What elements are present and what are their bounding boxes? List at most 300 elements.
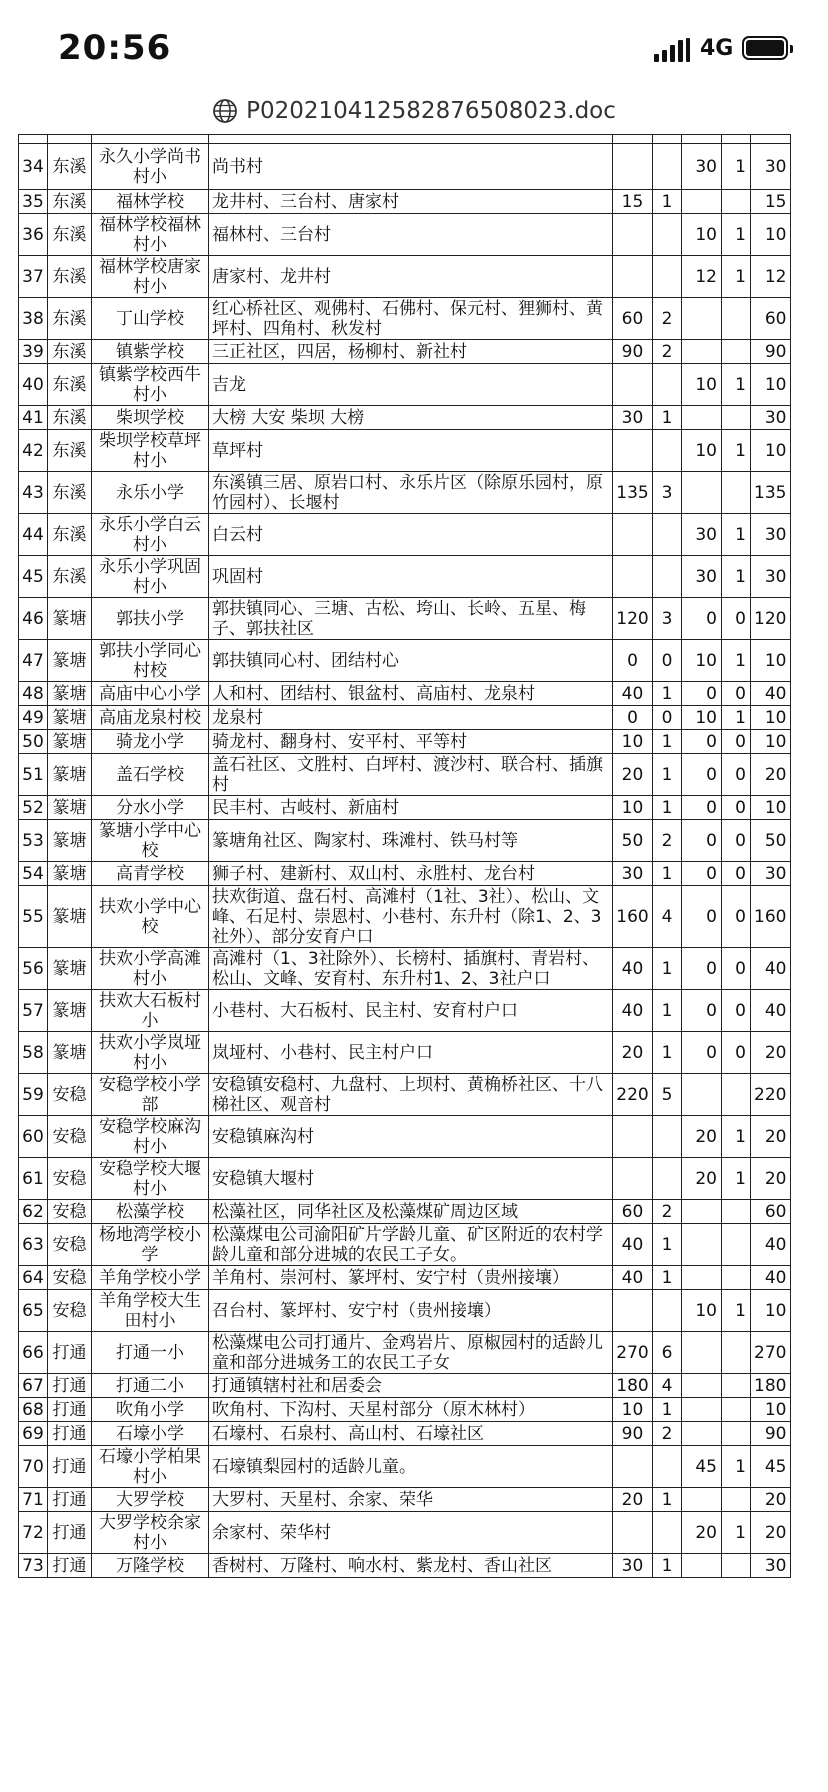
table-cell-town: 安稳	[48, 1290, 92, 1332]
table-cell-town: 安稳	[48, 1266, 92, 1290]
table-row	[19, 364, 791, 406]
table-cell-d: 0	[722, 948, 751, 990]
table-cell-idx: 44	[19, 514, 48, 556]
table-cell-a	[613, 214, 653, 256]
network-type: 4G	[700, 36, 734, 61]
table-cell-area: 余家村、荣华村	[209, 1512, 613, 1554]
table-row	[19, 1488, 791, 1512]
table-cell-school: 大罗学校余家村小	[92, 1512, 209, 1554]
table-cell-a	[613, 1116, 653, 1158]
table-cell-town: 安稳	[48, 1200, 92, 1224]
table-cell-a	[613, 256, 653, 298]
table-cell-e: 50	[751, 820, 791, 862]
table-cell-c: 20	[682, 1116, 722, 1158]
table-cell-e: 40	[751, 1224, 791, 1266]
table-cell-b: 1	[653, 1554, 682, 1578]
table-cell-a	[613, 430, 653, 472]
table-cell-idx: 52	[19, 796, 48, 820]
table-cell-a: 50	[613, 820, 653, 862]
table-cell-idx: 56	[19, 948, 48, 990]
table-cell-c: 0	[682, 948, 722, 990]
table-cell-b: 1	[653, 406, 682, 430]
table-cell-b	[653, 1290, 682, 1332]
table-cell-c: 0	[682, 1032, 722, 1074]
table-cell-b	[653, 214, 682, 256]
table-cell-school: 高庙中心小学	[92, 682, 209, 706]
table-cell-school: 石壕小学	[92, 1422, 209, 1446]
table-cell-c	[682, 190, 722, 214]
table-cell-c: 30	[682, 144, 722, 190]
table-cell-idx: 47	[19, 640, 48, 682]
table-cell-school: 永乐小学	[92, 472, 209, 514]
table-cell-area: 安稳镇安稳村、九盘村、上坝村、黄桷桥社区、十八梯社区、观音村	[209, 1074, 613, 1116]
table-cell-c	[682, 1488, 722, 1512]
table-cell-idx: 69	[19, 1422, 48, 1446]
table-cell-a: 20	[613, 1488, 653, 1512]
table-cell-c: 0	[682, 990, 722, 1032]
table-cell-area: 福林村、三台村	[209, 214, 613, 256]
table-cell-a	[613, 144, 653, 190]
table-cell-b: 1	[653, 754, 682, 796]
table-row	[19, 754, 791, 796]
table-cell-town: 打通	[48, 1488, 92, 1512]
table-cell-a: 60	[613, 298, 653, 340]
table-row-cut	[19, 135, 791, 144]
table-cell-town: 东溪	[48, 190, 92, 214]
table-cell-a: 0	[613, 640, 653, 682]
table-cell-d: 1	[722, 556, 751, 598]
battery-icon	[742, 36, 788, 60]
table-row	[19, 1116, 791, 1158]
table-cell-d	[722, 1554, 751, 1578]
table-cell-area: 松藻煤电公司渝阳矿片学龄儿童、矿区附近的农村学龄儿童和部分进城的农民工子女。	[209, 1224, 613, 1266]
table-cell-d: 0	[722, 796, 751, 820]
table-cell-idx: 38	[19, 298, 48, 340]
table-cell-school: 镇紫学校西牛村小	[92, 364, 209, 406]
table-cell-idx: 59	[19, 1074, 48, 1116]
table-cell-school: 福林学校福林村小	[92, 214, 209, 256]
table-row	[19, 1032, 791, 1074]
table-cell-school: 安稳学校小学部	[92, 1074, 209, 1116]
table-cell-town: 东溪	[48, 256, 92, 298]
table-cell-e: 10	[751, 796, 791, 820]
table-cell-b: 4	[653, 1374, 682, 1398]
table-cell-d: 0	[722, 754, 751, 796]
table-cell-e: 30	[751, 1554, 791, 1578]
table-cell-idx: 34	[19, 144, 48, 190]
table-row	[19, 796, 791, 820]
table-cell-town: 篆塘	[48, 1032, 92, 1074]
table-cell-school: 郭扶小学同心村校	[92, 640, 209, 682]
table-cell-a	[613, 514, 653, 556]
table-cell-e: 40	[751, 990, 791, 1032]
table-cell-d: 0	[722, 862, 751, 886]
table-cell-d	[722, 1074, 751, 1116]
table-cell-d: 0	[722, 886, 751, 948]
table-cell-area: 民丰村、古岐村、新庙村	[209, 796, 613, 820]
table-cell-b: 3	[653, 598, 682, 640]
table-cell-e: 160	[751, 886, 791, 948]
table-cell-d: 0	[722, 990, 751, 1032]
table-cell-town: 打通	[48, 1422, 92, 1446]
document-title: P020210412582876508023.doc	[246, 98, 616, 124]
table-cell-school: 分水小学	[92, 796, 209, 820]
table-cell-b	[653, 430, 682, 472]
table-row	[19, 990, 791, 1032]
table-cell-c	[682, 1332, 722, 1374]
table-row	[19, 1422, 791, 1446]
table-cell-b: 1	[653, 1398, 682, 1422]
table-cell-area: 召台村、篆坪村、安宁村（贵州接壤）	[209, 1290, 613, 1332]
table-cell-idx: 62	[19, 1200, 48, 1224]
table-cell-idx: 51	[19, 754, 48, 796]
table-cell-c	[682, 1398, 722, 1422]
table-row	[19, 298, 791, 340]
table-cell-town: 篆塘	[48, 948, 92, 990]
table-cell-c: 0	[682, 598, 722, 640]
table-cell-town: 篆塘	[48, 820, 92, 862]
table-cell-area: 吹角村、下沟村、天星村部分（原木林村）	[209, 1398, 613, 1422]
table-cell-d: 0	[722, 682, 751, 706]
table-cell-a	[613, 1158, 653, 1200]
table-cell-d	[722, 1332, 751, 1374]
table-cell-town: 篆塘	[48, 990, 92, 1032]
table-cell-area: 大榜 大安 柴坝 大榜	[209, 406, 613, 430]
table-cell-b: 1	[653, 796, 682, 820]
table-cell-idx: 67	[19, 1374, 48, 1398]
table-cell-area: 扶欢街道、盘石村、高滩村（1社、3社）、松山、文峰、石足村、崇恩村、小巷村、东升村（除1、2、3社外）、部分安育户口	[209, 886, 613, 948]
table-cell-area: 大罗村、天星村、余家、荣华	[209, 1488, 613, 1512]
table-cell-e: 20	[751, 1158, 791, 1200]
table-row	[19, 1074, 791, 1116]
table-cell-idx: 66	[19, 1332, 48, 1374]
table-cell-school: 吹角小学	[92, 1398, 209, 1422]
table-cell-e: 45	[751, 1446, 791, 1488]
table-cell-c	[682, 1554, 722, 1578]
table-cell-d: 0	[722, 1032, 751, 1074]
table-cell-town: 打通	[48, 1554, 92, 1578]
table-row	[19, 640, 791, 682]
table-row	[19, 514, 791, 556]
table-cell-e: 20	[751, 1488, 791, 1512]
table-cell-c	[682, 1200, 722, 1224]
table-cell-e: 90	[751, 1422, 791, 1446]
table-cell-d	[722, 1224, 751, 1266]
table-cell-area: 狮子村、建新村、双山村、永胜村、龙台村	[209, 862, 613, 886]
table-cell-d	[722, 190, 751, 214]
table-cell-school: 杨地湾学校小学	[92, 1224, 209, 1266]
table-row	[19, 682, 791, 706]
table-cell-a: 15	[613, 190, 653, 214]
address-bar[interactable]	[0, 92, 828, 136]
table-cell-c	[682, 406, 722, 430]
table-cell-area: 巩固村	[209, 556, 613, 598]
table-cell-town: 安稳	[48, 1074, 92, 1116]
table-cell-b: 2	[653, 298, 682, 340]
table-cell-e: 120	[751, 598, 791, 640]
table-cell-e: 12	[751, 256, 791, 298]
table-cell-school: 扶欢大石板村小	[92, 990, 209, 1032]
table-cell-b: 1	[653, 1224, 682, 1266]
table-cell-school: 盖石学校	[92, 754, 209, 796]
table-cell-idx: 46	[19, 598, 48, 640]
table-cell-a: 40	[613, 948, 653, 990]
table-cell-idx: 39	[19, 340, 48, 364]
status-bar	[0, 0, 828, 100]
table-cell-area: 白云村	[209, 514, 613, 556]
table-cell-c	[682, 472, 722, 514]
table-cell-town: 东溪	[48, 406, 92, 430]
table-cell-a	[613, 364, 653, 406]
table-row	[19, 598, 791, 640]
table-cell-d	[722, 1422, 751, 1446]
table-cell-town: 打通	[48, 1398, 92, 1422]
table-cell-school: 丁山学校	[92, 298, 209, 340]
table-cell-area: 龙泉村	[209, 706, 613, 730]
table-cell-d: 1	[722, 430, 751, 472]
table-row	[19, 430, 791, 472]
table-row	[19, 190, 791, 214]
table-cell-d	[722, 1398, 751, 1422]
table-cell-a: 90	[613, 1422, 653, 1446]
table-cell-idx: 70	[19, 1446, 48, 1488]
table-cell-idx: 63	[19, 1224, 48, 1266]
table-cell-d: 1	[722, 1446, 751, 1488]
table-cell-b: 6	[653, 1332, 682, 1374]
table-cell-d: 1	[722, 364, 751, 406]
table-row	[19, 1554, 791, 1578]
table-cell-town: 篆塘	[48, 886, 92, 948]
table-cell-area: 安稳镇麻沟村	[209, 1116, 613, 1158]
table-cell-c	[682, 298, 722, 340]
table-row	[19, 1158, 791, 1200]
table-cell-a: 0	[613, 706, 653, 730]
table-cell-e: 60	[751, 298, 791, 340]
table-cell-a: 20	[613, 1032, 653, 1074]
table-cell-town: 打通	[48, 1374, 92, 1398]
table-cell-town: 东溪	[48, 430, 92, 472]
table-cell-school: 扶欢小学岚垭村小	[92, 1032, 209, 1074]
table-cell-area: 松藻煤电公司打通片、金鸡岩片、原椒园村的适龄儿童和部分进城务工的农民工子女	[209, 1332, 613, 1374]
table-cell-c: 0	[682, 730, 722, 754]
table-cell-d: 1	[722, 706, 751, 730]
table-row	[19, 556, 791, 598]
table-cell-idx: 64	[19, 1266, 48, 1290]
table-cell-town: 篆塘	[48, 754, 92, 796]
cellular-signal-icon	[654, 38, 694, 62]
table-cell-idx: 68	[19, 1398, 48, 1422]
table-cell-idx: 37	[19, 256, 48, 298]
table-cell-c: 0	[682, 820, 722, 862]
table-cell-c: 20	[682, 1512, 722, 1554]
table-cell-b	[653, 1116, 682, 1158]
table-cell-e: 10	[751, 430, 791, 472]
table-cell-school: 永乐小学巩固村小	[92, 556, 209, 598]
table-cell-idx: 35	[19, 190, 48, 214]
table-cell-area: 篆塘角社区、陶家村、珠滩村、铁马村等	[209, 820, 613, 862]
table-row	[19, 256, 791, 298]
table-cell-e: 60	[751, 1200, 791, 1224]
table-cell-d	[722, 1488, 751, 1512]
table-cell-b: 3	[653, 472, 682, 514]
table-cell-idx: 60	[19, 1116, 48, 1158]
table-cell-b: 1	[653, 682, 682, 706]
table-cell-a: 135	[613, 472, 653, 514]
table-cell-b	[653, 1158, 682, 1200]
table-cell-e: 15	[751, 190, 791, 214]
table-cell-idx: 41	[19, 406, 48, 430]
table-cell-area: 龙井村、三台村、唐家村	[209, 190, 613, 214]
table-cell-a	[613, 1512, 653, 1554]
table-cell-e: 180	[751, 1374, 791, 1398]
table-cell-c: 0	[682, 682, 722, 706]
table-cell-a: 220	[613, 1074, 653, 1116]
table-row	[19, 1398, 791, 1422]
table-cell-c: 0	[682, 886, 722, 948]
table-cell-school: 万隆学校	[92, 1554, 209, 1578]
table-cell-b: 1	[653, 990, 682, 1032]
table-cell-school: 石壕小学柏果村小	[92, 1446, 209, 1488]
table-cell-area: 打通镇辖村社和居委会	[209, 1374, 613, 1398]
table-row	[19, 948, 791, 990]
table-cell-idx: 53	[19, 820, 48, 862]
table-cell-area: 羊角村、崇河村、篆坪村、安宁村（贵州接壤）	[209, 1266, 613, 1290]
table-cell-a: 40	[613, 990, 653, 1032]
table-cell-area: 三正社区，四居，杨柳村、新社村	[209, 340, 613, 364]
table-cell-d: 0	[722, 598, 751, 640]
table-cell-town: 安稳	[48, 1158, 92, 1200]
table-cell-school: 安稳学校麻沟村小	[92, 1116, 209, 1158]
table-cell-school: 永久小学尚书村小	[92, 144, 209, 190]
table-cell-d: 1	[722, 144, 751, 190]
table-cell-idx: 55	[19, 886, 48, 948]
table-cell-area: 岚垭村、小巷村、民主村户口	[209, 1032, 613, 1074]
table-cell-b	[653, 514, 682, 556]
table-row	[19, 862, 791, 886]
table-cell-idx: 72	[19, 1512, 48, 1554]
table-cell-school: 松藻学校	[92, 1200, 209, 1224]
table-cell-e: 10	[751, 1290, 791, 1332]
table-cell-area: 唐家村、龙井村	[209, 256, 613, 298]
table-cell-school: 羊角学校小学	[92, 1266, 209, 1290]
table-cell-c: 0	[682, 754, 722, 796]
table-cell-idx: 43	[19, 472, 48, 514]
table-cell-e: 90	[751, 340, 791, 364]
table-cell-a: 180	[613, 1374, 653, 1398]
table-cell-c: 0	[682, 862, 722, 886]
table-cell-b	[653, 144, 682, 190]
table-cell-school: 高庙龙泉村校	[92, 706, 209, 730]
table-cell-d	[722, 1266, 751, 1290]
table-cell-c: 20	[682, 1158, 722, 1200]
table-cell-a: 90	[613, 340, 653, 364]
table-cell-a: 30	[613, 862, 653, 886]
table-cell-town: 东溪	[48, 340, 92, 364]
table-cell-school: 打通一小	[92, 1332, 209, 1374]
table-cell-b: 1	[653, 1488, 682, 1512]
table-cell-idx: 65	[19, 1290, 48, 1332]
table-cell-c: 12	[682, 256, 722, 298]
table-cell-school: 羊角学校大生田村小	[92, 1290, 209, 1332]
table-cell-a: 30	[613, 406, 653, 430]
table-cell-area: 郭扶镇同心村、团结村心	[209, 640, 613, 682]
table-cell-a: 40	[613, 682, 653, 706]
clock: 20:56	[58, 28, 172, 68]
table-cell-a: 60	[613, 1200, 653, 1224]
table-cell-d: 1	[722, 1290, 751, 1332]
table-cell-d: 1	[722, 640, 751, 682]
table-cell-idx: 71	[19, 1488, 48, 1512]
table-cell-b	[653, 1512, 682, 1554]
school-enrollment-table	[18, 134, 791, 1578]
table-cell-b: 1	[653, 862, 682, 886]
table-cell-a: 40	[613, 1266, 653, 1290]
table-cell-town: 打通	[48, 1332, 92, 1374]
table-cell-d	[722, 1200, 751, 1224]
table-cell-idx: 73	[19, 1554, 48, 1578]
table-cell-e: 40	[751, 1266, 791, 1290]
table-cell-area: 小巷村、大石板村、民主村、安育村户口	[209, 990, 613, 1032]
table-cell-a	[613, 556, 653, 598]
table-cell-town: 篆塘	[48, 706, 92, 730]
table-cell-e: 30	[751, 144, 791, 190]
table-cell-e: 20	[751, 754, 791, 796]
table-cell-c	[682, 1224, 722, 1266]
table-cell-c: 30	[682, 556, 722, 598]
table-row	[19, 886, 791, 948]
table-cell-town: 安稳	[48, 1116, 92, 1158]
table-row	[19, 214, 791, 256]
table-cell-e: 20	[751, 1032, 791, 1074]
table-cell-town: 打通	[48, 1512, 92, 1554]
table-cell-b	[653, 364, 682, 406]
table-row	[19, 1332, 791, 1374]
table-cell-e: 30	[751, 406, 791, 430]
table-cell-town: 打通	[48, 1446, 92, 1488]
table-cell-e: 10	[751, 706, 791, 730]
table-cell-area: 吉龙	[209, 364, 613, 406]
table-cell-d: 1	[722, 214, 751, 256]
table-cell-idx: 57	[19, 990, 48, 1032]
table-cell-d: 0	[722, 820, 751, 862]
table-cell-a: 10	[613, 796, 653, 820]
table-cell-idx: 45	[19, 556, 48, 598]
table-cell-idx: 42	[19, 430, 48, 472]
table-cell-a: 40	[613, 1224, 653, 1266]
table-cell-e: 270	[751, 1332, 791, 1374]
table-row	[19, 1266, 791, 1290]
document-viewer[interactable]	[0, 134, 828, 1792]
table-cell-b: 2	[653, 820, 682, 862]
table-cell-b: 0	[653, 706, 682, 730]
table-cell-a: 160	[613, 886, 653, 948]
table-cell-school: 镇紫学校	[92, 340, 209, 364]
table-row	[19, 1446, 791, 1488]
table-cell-area: 石壕村、石泉村、高山村、石壕社区	[209, 1422, 613, 1446]
table-cell-e: 30	[751, 556, 791, 598]
table-cell-area: 东溪镇三居、原岩口村、永乐片区（除原乐园村，原竹园村）、长堰村	[209, 472, 613, 514]
table-cell-area: 香树村、万隆村、响水村、紫龙村、香山社区	[209, 1554, 613, 1578]
table-cell-town: 东溪	[48, 214, 92, 256]
table-cell-c: 30	[682, 514, 722, 556]
table-cell-b	[653, 1446, 682, 1488]
table-cell-a	[613, 1446, 653, 1488]
table-cell-d: 1	[722, 1116, 751, 1158]
table-row	[19, 1200, 791, 1224]
table-cell-e: 135	[751, 472, 791, 514]
table-cell-c: 10	[682, 640, 722, 682]
table-cell-area: 尚书村	[209, 144, 613, 190]
